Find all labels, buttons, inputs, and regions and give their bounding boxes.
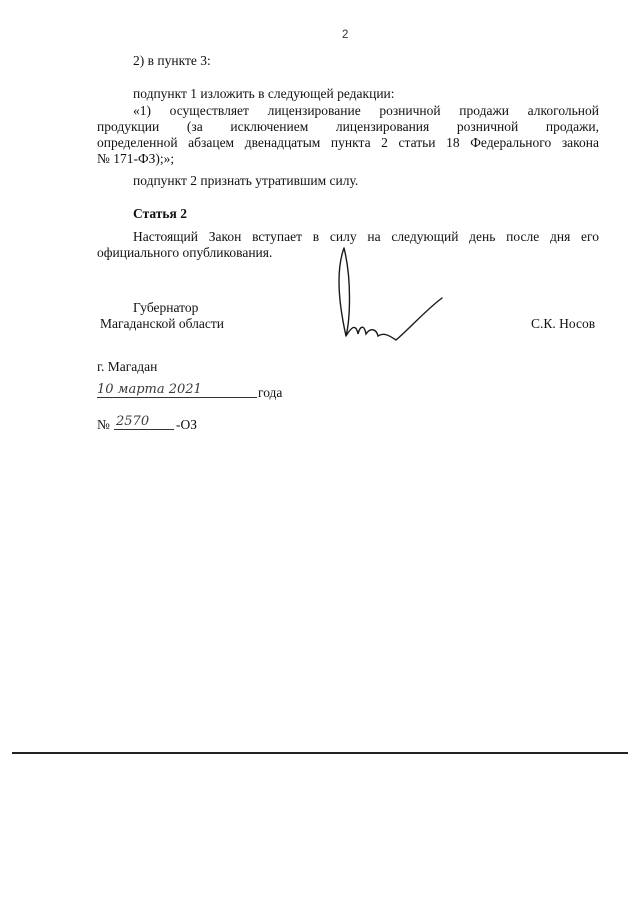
subpoint-1-intro: подпункт 1 изложить в следующей редакции: — [133, 86, 395, 101]
item-2-heading: 2) в пункте 3: — [133, 53, 211, 68]
quote-line: № 171-ФЗ);»; — [97, 151, 175, 166]
number-underline — [114, 429, 174, 430]
quote-line: определенной абзацем двенадцатым пункта 2 статьи 18 Федерального закона — [97, 135, 599, 150]
date-underline — [97, 397, 257, 398]
page-number: 2 — [342, 29, 349, 41]
handwritten-signature — [330, 240, 450, 360]
article-text-line: официального опубликования. — [97, 245, 273, 260]
article-title: Статья 2 — [133, 206, 187, 221]
subpoint-2: подпункт 2 признать утратившим силу. — [133, 173, 359, 188]
footer-divider — [12, 752, 628, 754]
quote-line: «1) осуществляет лицензирование розничной продажи алкогольной — [133, 103, 599, 118]
governor-title: Губернатор — [133, 300, 199, 315]
date-suffix: года — [258, 385, 283, 400]
number-handwritten-field — [114, 412, 174, 430]
quote-line: продукции (за исключением лицензирования розничной продажи, — [97, 119, 599, 134]
number-prefix: № — [97, 417, 110, 432]
date-handwritten-field — [97, 381, 257, 399]
number-handwritten: 2570 — [116, 414, 150, 429]
signatory-name: С.К. Носов — [531, 316, 596, 331]
place: г. Магадан — [97, 359, 158, 374]
article-text-line: Настоящий Закон вступает в силу на следующий день после дня его — [133, 229, 599, 244]
date-handwritten: 10 марта 2021 — [97, 382, 202, 397]
region-title: Магаданской области — [100, 316, 224, 331]
number-suffix: -ОЗ — [176, 417, 198, 432]
